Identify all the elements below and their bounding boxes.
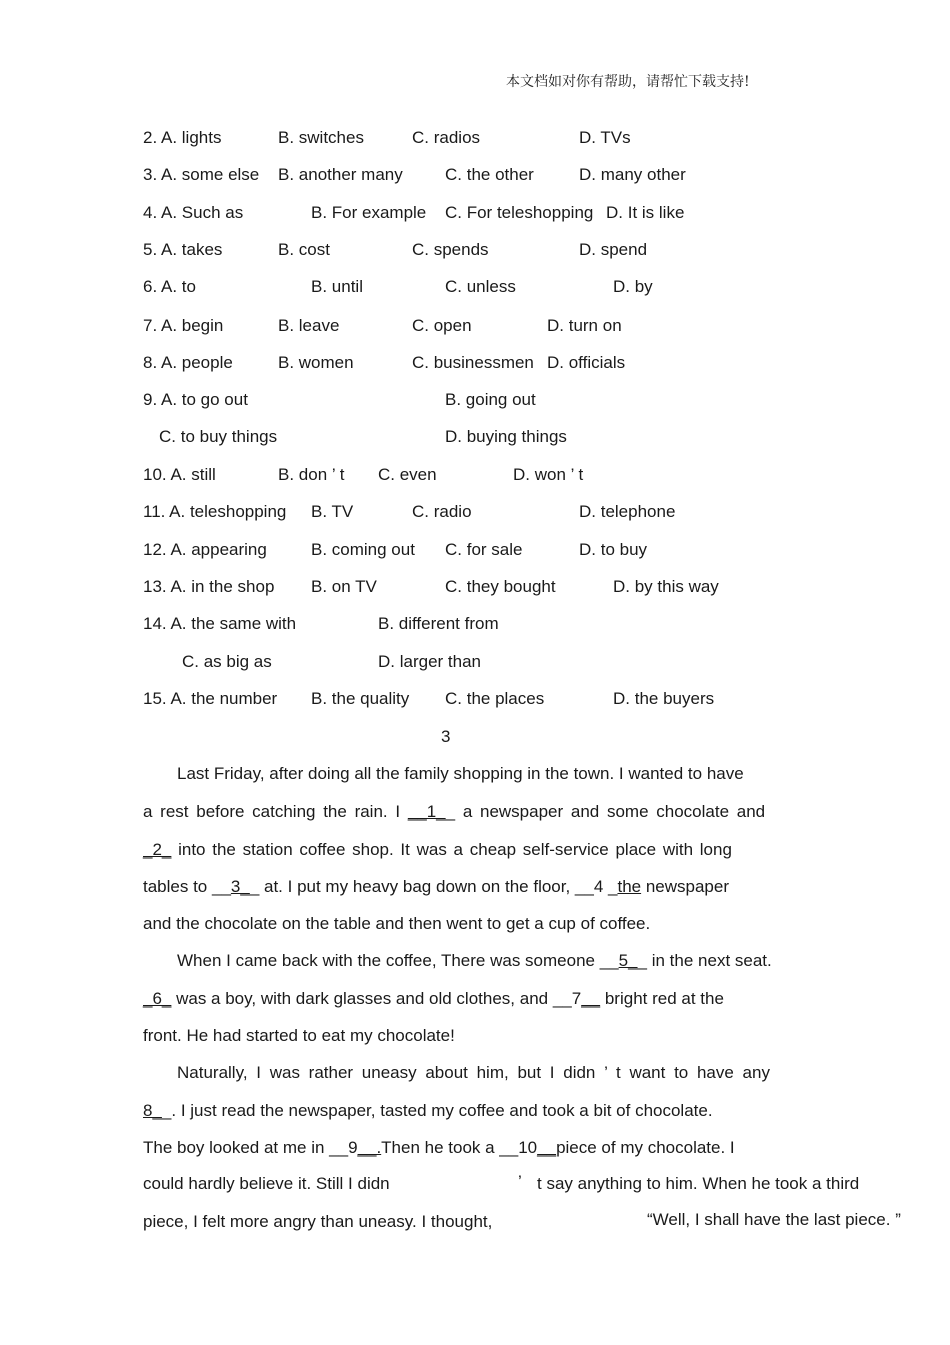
section-number: 3	[441, 727, 451, 746]
option-b: B. women	[278, 353, 354, 372]
option-number: 12. A. appearing	[143, 540, 267, 559]
option-b: B. coming out	[311, 540, 415, 559]
option-c: C. for sale	[445, 540, 523, 559]
passage-line: could hardly believe it. Still I didn	[143, 1174, 390, 1193]
option-d: D. to buy	[579, 540, 648, 559]
passage-fragment: ’	[518, 1172, 522, 1191]
blank-6: _6_	[143, 989, 172, 1008]
option-c: C. open	[412, 316, 472, 335]
option-b: B. the quality	[311, 689, 410, 708]
option-c: C. they bought	[445, 577, 556, 596]
passage-fragment: t say anything to him. When he took a third	[537, 1174, 860, 1193]
passage-line: piece, I felt more angry than uneasy. I thought,	[143, 1212, 493, 1231]
passage-line: front. He had started to eat my chocolate!	[143, 1026, 455, 1045]
option-d: D. turn on	[547, 316, 622, 335]
option-d: D. won ’ t	[513, 465, 584, 484]
passage-line: The boy looked at me in __9__.Then he took a __10__piece of my chocolate. I	[143, 1138, 735, 1157]
option-number: 4. A. Such as	[143, 203, 244, 222]
option-b: B. For example	[311, 203, 427, 222]
blank-7: __	[581, 989, 601, 1008]
option-number: 8. A. people	[143, 353, 233, 372]
passage-line: Last Friday, after doing all the family shopping in the town. I wanted to have	[177, 764, 744, 783]
option-b: B. going out	[445, 390, 536, 409]
blank-10: __	[537, 1138, 557, 1157]
option-b: B. until	[311, 277, 363, 296]
option-b: B. cost	[278, 240, 330, 259]
passage-line: 8__. I just read the newspaper, tasted my coffee and took a bit of chocolate.	[143, 1101, 713, 1120]
option-c: C. even	[378, 465, 437, 484]
passage-line: Naturally, I was rather uneasy about him, but I didn ’ t want to have any	[177, 1063, 770, 1082]
option-number: 11. A. teleshopping	[143, 502, 287, 521]
option-d: D. telephone	[579, 502, 676, 521]
option-b: B. on TV	[311, 577, 377, 596]
option-d: D. by	[613, 277, 653, 296]
option-number: 5. A. takes	[143, 240, 223, 259]
option-c: C. radio	[412, 502, 472, 521]
option-d: D. many other	[579, 165, 686, 184]
option-d: D. by this way	[613, 577, 719, 596]
option-b: B. different from	[378, 614, 499, 633]
option-c: C. radios	[412, 128, 481, 147]
passage-fragment: “Well, I shall have the last piece. ”	[647, 1210, 901, 1229]
option-c: C. the other	[445, 165, 534, 184]
option-c: C. the places	[445, 689, 545, 708]
blank-5: 5_	[618, 951, 638, 970]
option-c: C. For teleshopping	[445, 203, 594, 222]
option-b: B. TV	[311, 502, 354, 521]
blank-4: the	[617, 877, 642, 896]
blank-2: _2_	[143, 840, 172, 859]
option-b: B. another many	[278, 165, 403, 184]
option-b: B. leave	[278, 316, 340, 335]
option-number: 13. A. in the shop	[143, 577, 275, 596]
passage-line: a rest before catching the rain. I __1__ a newspaper and some chocolate and	[143, 802, 766, 821]
option-number: 3. A. some else	[143, 165, 260, 184]
blank-8: 8_	[143, 1101, 162, 1120]
blank-3: 3_	[230, 877, 250, 896]
passage-line: tables to __3__ at. I put my heavy bag down on the floor, __4 _the newspaper	[143, 877, 729, 896]
option-d: D. spend	[579, 240, 648, 259]
option-d: D. buying things	[445, 427, 567, 446]
option-c: C. unless	[445, 277, 516, 296]
blank-9: __.	[357, 1138, 382, 1157]
passage-line: _2_ into the station coffee shop. It was a cheap self-service place with long	[143, 840, 732, 859]
option-c: C. spends	[412, 240, 489, 259]
option-d: D. larger than	[378, 652, 481, 671]
blank-1: __1_	[407, 802, 446, 821]
option-b: B. switches	[278, 128, 364, 147]
option-c: C. as big as	[182, 652, 272, 671]
option-c: C. to buy things	[159, 427, 278, 446]
option-number: 9. A. to go out	[143, 390, 248, 409]
option-number: 2. A. lights	[143, 128, 222, 147]
option-d: D. the buyers	[613, 689, 715, 708]
option-number: 14. A. the same with	[143, 614, 297, 633]
option-d: D. It is like	[606, 203, 685, 222]
header-note: 本文档如对你有帮助，请帮忙下载支持!	[506, 74, 750, 90]
option-number: 10. A. still	[143, 465, 216, 484]
option-c: C. businessmen	[412, 353, 534, 372]
option-number: 15. A. the number	[143, 689, 278, 708]
passage-line: and the chocolate on the table and then went to get a cup of coffee.	[143, 914, 651, 933]
passage-line: When I came back with the coffee, There was someone __5__ in the next seat.	[177, 951, 772, 970]
option-number: 7. A. begin	[143, 316, 224, 335]
option-b: B. don ’ t	[278, 465, 345, 484]
option-d: D. TVs	[579, 128, 631, 147]
option-number: 6. A. to	[143, 277, 196, 296]
option-d: D. officials	[547, 353, 626, 372]
passage-line: _6_ was a boy, with dark glasses and old clothes, and __7__ bright red at the	[143, 989, 724, 1008]
